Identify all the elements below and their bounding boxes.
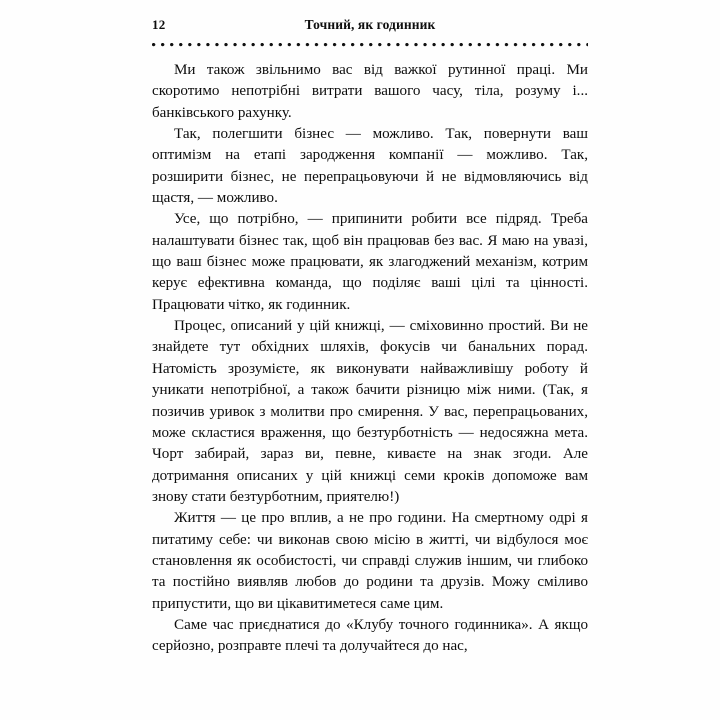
paragraph: Усе, що потрібно, — припинити робити все підряд. Треба налаштувати бізнес так, щоб він працював без вас. Я маю на увазі, що ваш бізнес може працювати, як злагоджений механізм, котрим керує ефективна команда, що поділяє ваші цілі та цінності. Працювати чітко, як годинник. xyxy=(152,211,588,313)
running-head-title: Точний, як годинник xyxy=(304,17,436,32)
body-text xyxy=(152,60,588,658)
paragraph: Процес, описаний у цій книжці, — сміховинно простий. Ви не знайдете тут обхідних шляхів, фокусів чи банальних порад. Натомість зрозумієте, як виконувати найважливішу роботу й уникати непотрібної, а також бачити різницю між ними. (Так, я позичив уривок з молитви про смирення. У вас, перепрацьованих, може скластися враження, що безтурботність — недосяжна мета. Чорт забирай, зараз ви, певне, киваєте на знак згоди. Але дотримання описаних у цій книжці семи кроків допоможе вам знову стати безтурботним, приятелю!) xyxy=(152,318,588,505)
page-content-area xyxy=(152,16,588,658)
page-number: 12 xyxy=(152,17,166,32)
paragraph: Саме час приєднатися до «Клубу точного годинника». А якщо серйозно, розправте плечі та долучайтеся до нас, xyxy=(152,616,588,655)
dotted-rule-divider xyxy=(152,42,588,48)
paragraph: Так, полегшити бізнес — можливо. Так, повернути ваш оптимізм на етапі зародження компанії — можливо. Так, розширити бізнес, не перепрацьовуючи й не відмовляючись від щастя, — можливо. xyxy=(152,126,588,207)
paragraph: Ми також звільнимо вас від важкої рутинної праці. Ми скоротимо непотрібні витрати вашого часу, тіла, розуму і... банківського рахунку. xyxy=(152,62,588,121)
paragraph: Життя — це про вплив, а не про години. На смертному одрі я питатиму себе: чи виконав свою місію в житті, чи відбулося моє становлення як особистості, чи справді служив іншим, чи глибоко та постійно виявляв любов до родини та друзів. Можу сміливо припустити, що ви цікавитиметеся саме цим. xyxy=(152,510,588,612)
running-header xyxy=(152,16,588,36)
